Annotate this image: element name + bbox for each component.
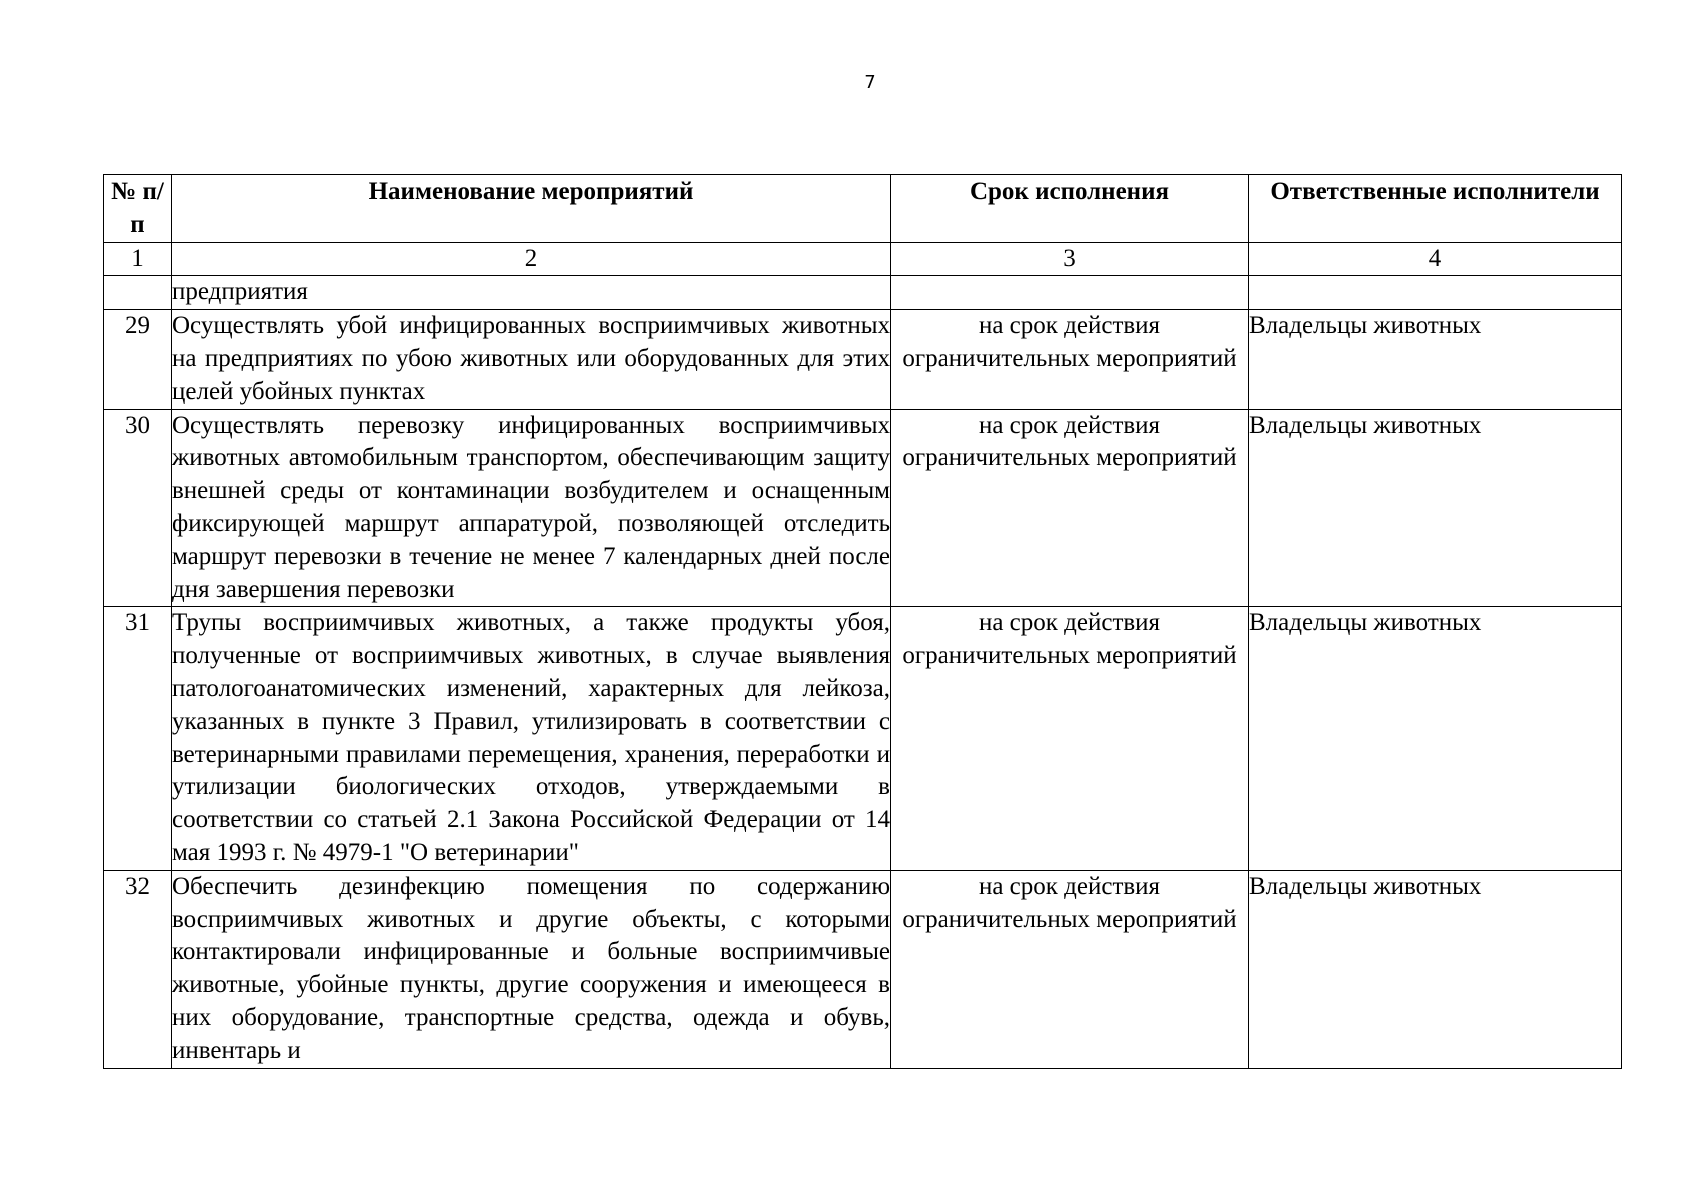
column-number-3: 3	[891, 242, 1249, 276]
table-row	[104, 870, 1622, 1068]
row-deadline: на срок действия ограничительных мероприятий	[891, 409, 1249, 607]
row-number: 29	[104, 310, 172, 409]
column-number-row	[104, 242, 1622, 276]
row-measure-name: Трупы восприимчивых животных, а также продукты убоя, полученные от восприимчивых животных, в случае выявления патологоанатомических изменений, характерных для лейкоза, указанных в пункте 3 Правил, утилизировать в соответствии с ветеринарными правилами перемещения, хранения, переработки и утилизации биологических отходов, утверждаемыми в соответствии со статьей 2.1 Закона Российской Федерации от 14 мая 1993 г. № 4979-1 "О ветеринарии"	[172, 607, 891, 870]
row-deadline	[891, 276, 1249, 310]
row-responsible: Владельцы животных	[1249, 870, 1622, 1068]
table-row	[104, 409, 1622, 607]
column-number-1: 1	[104, 242, 172, 276]
table-row	[104, 310, 1622, 409]
row-number: 30	[104, 409, 172, 607]
row-measure-name: Осуществлять убой инфицированных восприимчивых животных на предприятиях по убою животных или оборудованных для этих целей убойных пунктах	[172, 310, 891, 409]
row-responsible	[1249, 276, 1622, 310]
column-number-2: 2	[172, 242, 891, 276]
row-responsible: Владельцы животных	[1249, 607, 1622, 870]
header-deadline: Срок исполнения	[891, 175, 1249, 243]
header-responsible: Ответственные исполнители	[1249, 175, 1622, 243]
page-number: 7	[864, 72, 876, 93]
table-header-row	[104, 175, 1622, 243]
table-row	[104, 607, 1622, 870]
row-number: 32	[104, 870, 172, 1068]
row-measure-name: Осуществлять перевозку инфицированных восприимчивых животных автомобильным транспортом, обеспечивающим защиту внешней среды от контаминации возбудителем и оснащенным фиксирующей маршрут аппаратурой, позволяющей отследить маршрут перевозки в течение не менее 7 календарных дней после дня завершения перевозки	[172, 409, 891, 607]
row-number: 31	[104, 607, 172, 870]
row-deadline: на срок действия ограничительных мероприятий	[891, 870, 1249, 1068]
column-number-4: 4	[1249, 242, 1622, 276]
row-responsible: Владельцы животных	[1249, 310, 1622, 409]
row-deadline: на срок действия ограничительных мероприятий	[891, 310, 1249, 409]
row-number	[104, 276, 172, 310]
header-number: № п/п	[104, 175, 172, 243]
table-row	[104, 276, 1622, 310]
row-measure-name: предприятия	[172, 276, 891, 310]
row-measure-name: Обеспечить дезинфекцию помещения по содержанию восприимчивых животных и другие объекты, с которыми контактировали инфицированные и больные восприимчивые животные, убойные пункты, другие сооружения и имеющееся в них оборудование, транспортные средства, одежда и обувь, инвентарь и	[172, 870, 891, 1068]
measures-table	[103, 174, 1622, 1069]
header-measure-name: Наименование мероприятий	[172, 175, 891, 243]
row-responsible: Владельцы животных	[1249, 409, 1622, 607]
row-deadline: на срок действия ограничительных мероприятий	[891, 607, 1249, 870]
